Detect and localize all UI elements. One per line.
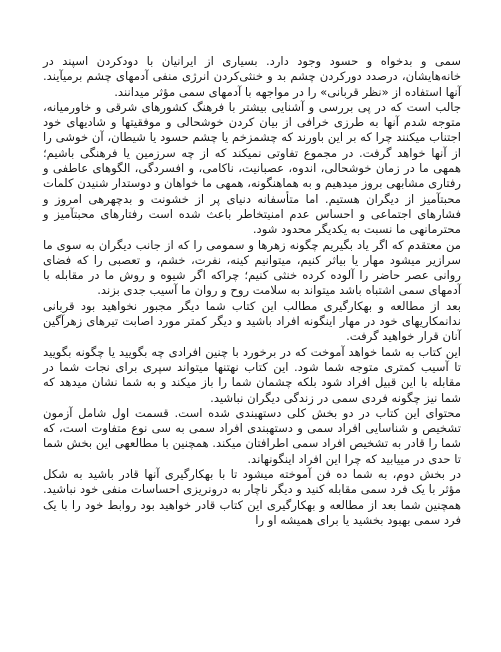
paragraph: من معتقدم که اگر یاد بگیریم چگونه زهرها و سمومی را که از جانب دیگران به سوی ما سرازیر میشود مهار یا بیاثر کنیم، میتوانیم کینه، نفرت، خشم، و تعصبی را که فضای روانی عصر حاضر را آلوده کرده خنثی کنیم؛ چراکه اگر شیوه و روش ما در مقابله با آدمهای سمی اشتباه باشد میتواند به سلامت روح و روان ما آسیب جدی بزند. — [43, 237, 461, 298]
paragraph: در بخش دوم، به شما ده فن آموخته میشود تا با بهکارگیری آنها قادر باشید به شکل مؤثر با یک فرد سمی مقابله کنید و دیگر ناچار به درونریزی احساسات منفی خود نباشید. همچنین شما بعد از مطالعه و بهکارگیری این کتاب قادر خواهید بود روابط خود را با یک فرد سمی بهبود بخشید یا برای همیشه او را — [43, 467, 461, 527]
paragraph: سمی و بدخواه و حسود وجود دارد. بسیاری از ایرانیان با دودکردن اسپند در خانه‌هایشان، درصدد دورکردن چشم بد و خنثی‌کردن انرژی منفی آدمهای چشم برمیآیند. آنها استفاده از «نظر قربانی» را در مواجهه با آدمهای سمی مؤثر میدانند. — [43, 54, 461, 99]
paragraph: بعد از مطالعه و بهکارگیری مطالب این کتاب شما دیگر مجبور نخواهید بود قربانی ندانمکاریهای خود در مهار اینگونه افراد باشید و دیگر کمتر مورد اصابت تیرهای زهرآگین آنان قرار خواهید گرفت. — [43, 298, 461, 344]
paragraph: محتوای این کتاب در دو بخش کلی دستهبندی شده است. قسمت اول شامل آزمون تشخیص و شناسایی افراد سمی و دستهبندی افراد سمی به سی نوع متفاوت است، که شما را قادر به تشخیص افراد سمی اطرافتان میکند. همچنین با مطالعهی این بخش شما تا حدی در مییابید که چرا این افراد اینگونهاند. — [43, 405, 461, 466]
paragraph: جالب است که در پی بررسی و آشنایی بیشتر با فرهنگ کشورهای شرقی و خاورمیانه، متوجه شدم آنها به طرزی خرافی از بیان کردن خوشحالی و موفقیتها و شادیهای خود اجتناب میکنند چرا که بر این باورند که چشمزخم یا چشم حسود یا شیطان، آن خوشی را از آنها خواهد گرفت. در مجموع تفاوتی نمیکند که از چه سرزمین یا فرهنگی باشیم؛ همهی ما در زمان خوشحالی، اندوه، عصبانیت، ناکامی، و افسردگی، الگوهای عاطفی و رفتاری مشابهی بروز میدهیم و به هماهنگونه، همهی ما خواهان و دوستدار شنیدن کلمات محبتآمیز از دیگران هستیم. اما متأسفانه دنیای پر از خشونت و بدچهرهی امروز و فشارهای اجتماعی و احساس عدم امنیتخاطر باعث شده است رفتارهای محبتآمیز و محترمانهی ما نسبت به یکدیگر محدود شود. — [43, 99, 461, 237]
paragraph: این کتاب به شما خواهد آموخت که در برخورد با چنین افرادی چه بگویید یا چگونه بگویید تا آسیب کمتری متوجه شما شود. این کتاب نهتنها میتواند سپری برای نجات شما در مقابله با این قبیل افراد شود بلکه چشمان شما را باز میکند و به شما نشان میدهد که شما نیز چگونه فردی سمی در زندگی دیگران نباشید. — [43, 344, 461, 405]
document-body — [43, 54, 461, 528]
